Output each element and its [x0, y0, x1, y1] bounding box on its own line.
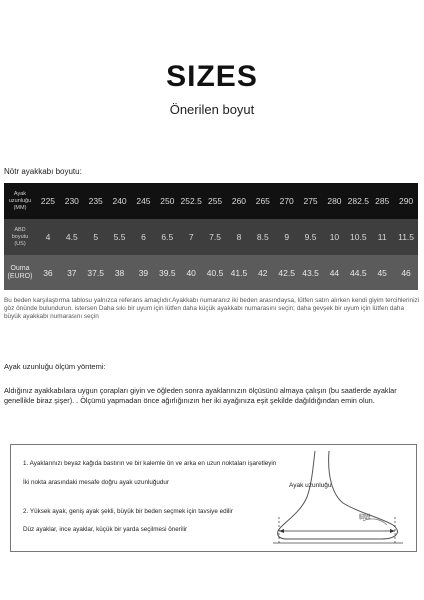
step-3: Düz ayaklar, ince ayaklar, küçük bir yarda seçilmesi önerilir	[23, 526, 188, 533]
cell-us: 7.5	[203, 219, 227, 255]
cell-euro: 39.5	[155, 255, 179, 290]
cell-euro: 41.5	[227, 255, 251, 290]
row-header-line: (MM)	[13, 204, 27, 211]
row-header-line: Ayak	[13, 190, 27, 197]
cell-mm: 240	[108, 183, 132, 219]
row-header-line: uzunluğu	[8, 197, 32, 204]
cell-mm: 285	[370, 183, 394, 219]
cell-euro: 45	[370, 255, 394, 290]
foot-measure-figure	[263, 447, 413, 549]
cell-us: 8	[227, 219, 251, 255]
cell-us: 10	[323, 219, 347, 255]
cell-euro: 37	[60, 255, 84, 290]
cell-us: 5	[84, 219, 108, 255]
measurement-guide-box	[10, 444, 417, 552]
cell-mm: 260	[227, 183, 251, 219]
cell-euro: 46	[394, 255, 418, 290]
step-1-detail: İki nokta arasındaki mesafe doğru ayak uzunluğudur	[23, 479, 169, 486]
row-header-line: (US)	[14, 240, 26, 247]
cell-euro: 38	[108, 255, 132, 290]
cell-euro: 39	[132, 255, 156, 290]
row-euro-size	[4, 255, 418, 290]
cell-us: 9.5	[299, 219, 323, 255]
measure-heading: Ayak uzunluğu ölçüm yöntemi:	[4, 362, 106, 371]
step-1: 1. Ayaklarınızı beyaz kağıda bastırın ve bir kalemle ön ve arka en uzun noktaları işaretleyin	[23, 460, 277, 467]
arrow-right-head	[390, 529, 395, 533]
cell-euro: 36	[36, 255, 60, 290]
cell-mm: 280	[323, 183, 347, 219]
cell-mm: 255	[203, 183, 227, 219]
cell-mm: 275	[299, 183, 323, 219]
foot-length-label: Ayak uzunluğu	[289, 482, 332, 489]
arrow-left-head	[279, 529, 284, 533]
row-header-foot-length	[4, 183, 36, 219]
cell-us: 10.5	[346, 219, 370, 255]
row-header-euro-size	[4, 255, 36, 290]
cell-mm: 225	[36, 183, 60, 219]
step-2: 2. Yüksek ayak, geniş ayak şekli, büyük bir beden seçmek için tavsiye edilir	[23, 508, 233, 515]
row-header-line: boyutu	[11, 233, 29, 240]
row-foot-length	[4, 183, 418, 219]
cell-euro: 44	[323, 255, 347, 290]
cell-us: 6.5	[155, 219, 179, 255]
cell-us: 11	[370, 219, 394, 255]
row-us-size	[4, 219, 418, 255]
cell-mm: 230	[60, 183, 84, 219]
cell-euro: 44.5	[346, 255, 370, 290]
row-header-line: Ouma	[10, 264, 30, 272]
cell-us: 4.5	[60, 219, 84, 255]
cell-euro: 40.5	[203, 255, 227, 290]
table-caption: Nötr ayakkabı boyutu:	[4, 167, 82, 176]
cell-euro: 42	[251, 255, 275, 290]
cell-mm: 250	[155, 183, 179, 219]
cell-us: 5.5	[108, 219, 132, 255]
cell-euro: 43.5	[299, 255, 323, 290]
cell-mm: 282.5	[346, 183, 370, 219]
cell-mm: 265	[251, 183, 275, 219]
cell-us: 4	[36, 219, 60, 255]
cell-mm: 245	[132, 183, 156, 219]
cell-us: 11.5	[394, 219, 418, 255]
page-subtitle: Önerilen boyut	[169, 102, 255, 117]
cell-mm: 235	[84, 183, 108, 219]
cell-us: 8.5	[251, 219, 275, 255]
cell-us: 6	[132, 219, 156, 255]
cell-mm: 252.5	[179, 183, 203, 219]
cell-euro: 40	[179, 255, 203, 290]
cell-mm: 270	[275, 183, 299, 219]
foot-outline	[278, 451, 398, 539]
cell-euro: 37.5	[84, 255, 108, 290]
page-title: SIZES	[166, 60, 258, 93]
measure-instructions: Aldığınız ayakkabılara uygun çorapları giyin ve öğleden sonra ayaklarınızın ölçüsünü almaya çalışın (bu saatlerde ayaklar genellikle biraz şişer). . Ölçümü yapmadan önce ağırlığınızın her iki ayağınıza eşit şekilde dağıldığından emin olun.	[4, 386, 397, 405]
row-header-line: ABD	[14, 226, 26, 233]
row-header-us-size	[4, 219, 36, 255]
size-note: Bu beden karşılaştırma tablosu yalnızca referans amaçlıdır.Ayakkabı numaranız iki beden arasındaysa, lütfen satın alırken kendi giyim tercihlerinizi göz önünde bulundurun. istersen Daha sıkı bir uyum için lütfen daha küçük ayakkabı numarasını seçin; daha gevşek bir uyum için lütfen daha büyük ayakkabı numarasını seçin	[4, 297, 420, 320]
cell-mm: 290	[394, 183, 418, 219]
size-chart-table	[4, 183, 418, 290]
cell-us: 7	[179, 219, 203, 255]
toe-label: 脚趾	[359, 515, 372, 521]
cell-us: 9	[275, 219, 299, 255]
row-header-line: (EURO)	[7, 272, 33, 280]
cell-euro: 42.5	[275, 255, 299, 290]
